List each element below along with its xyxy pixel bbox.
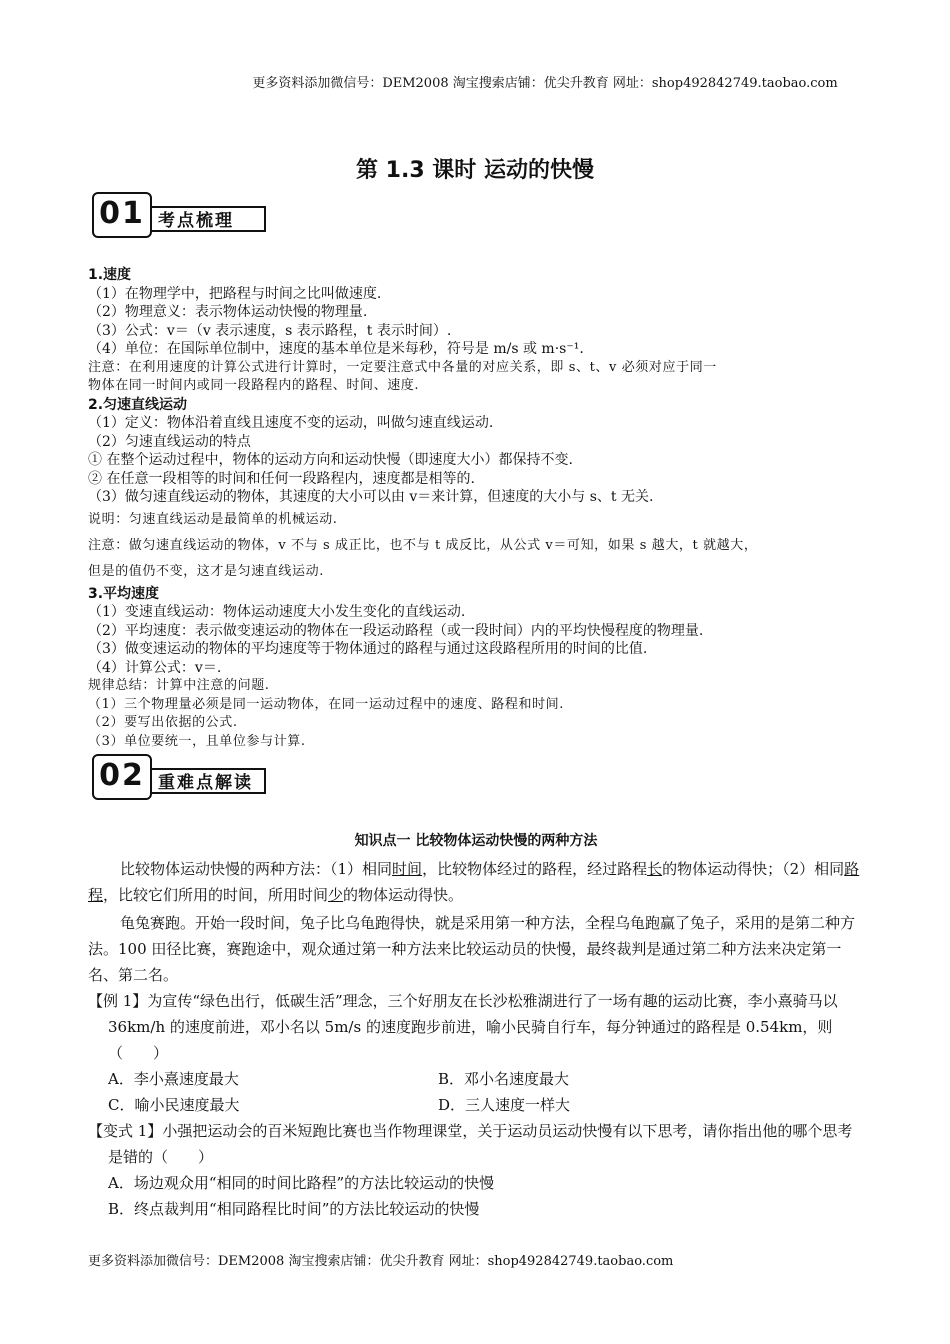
option-d: D．三人速度一样大 (438, 1096, 571, 1114)
section-number: 01 (92, 192, 152, 238)
line: （3）做匀速直线运动的物体，其速度的大小可以由 v＝来计算，但速度的大小与 s、t 无关. (88, 489, 654, 505)
line: ② 在任意一段相等的时间和任何一段路程内，速度都是相等的. (88, 470, 475, 487)
section-label: 考点梳理 (150, 206, 266, 232)
heading: 3.平均速度 (88, 585, 160, 602)
note-line: （1）三个物理量必须是同一运动物体，在同一运动过程中的速度、路程和时间. (88, 696, 565, 712)
line: （2）平均速度：表示做变速运动的物体在一段运动路程（或一段时间）内的平均快慢程度的物理量. (88, 622, 704, 639)
line: （3）公式：v＝（v 表示速度，s 表示路程，t 表示时间）. (88, 322, 452, 339)
option-a: A．李小熹速度最大 (108, 1070, 239, 1088)
answer-blank: 少 (328, 886, 344, 904)
text: 的物体运动得快。 (343, 886, 464, 904)
note-line: 规律总结：计算中注意的问题. (88, 678, 270, 693)
line: （4）单位：在国际单位制中，速度的基本单位是米每秒，符号是 m/s 或 m·s⁻¹. (88, 341, 584, 357)
analysis-block (88, 828, 864, 1222)
answer-blank: 路程 (88, 860, 860, 904)
key-points-block (88, 266, 888, 751)
knowledge-point-title: 知识点一 比较物体运动快慢的两种方法 (354, 833, 598, 849)
line: （2）物理意义：表示物体运动快慢的物理量. (88, 304, 368, 320)
section-badge-02 (92, 754, 270, 798)
section-label: 重难点解读 (150, 768, 266, 794)
answer-blank: 长 (647, 860, 663, 878)
option-b: B．邓小名速度最大 (438, 1070, 570, 1088)
page-footer: 更多资料添加微信号：DEM2008 淘宝搜索店铺：优尖升教育 网址：shop492842749.taobao.com (88, 1254, 674, 1269)
line: （2）匀速直线运动的特点 (88, 433, 251, 450)
page-title: 第 1.3 课时 运动的快慢 (356, 158, 594, 183)
text: 的物体运动得快；（2）相同 (662, 860, 845, 878)
section-number: 02 (92, 754, 152, 800)
line: （1）在物理学中，把路程与时间之比叫做速度. (88, 285, 382, 302)
section-badge-01 (92, 192, 270, 236)
note-line: 注意：做匀速直线运动的物体，v 不与 s 成正比，也不与 t 成反比，从公式 v＝可知，如果 s 越大，t 就越大， (88, 537, 758, 553)
note-line: 物体在同一时间内或同一段路程内的路程、时间、速度. (88, 378, 420, 393)
example-question (88, 988, 864, 1066)
note-line: 说明：匀速直线运动是最简单的机械运动. (88, 511, 338, 527)
page-header: 更多资料添加微信号：DEM2008 淘宝搜索店铺：优尖升教育 网址：shop492842749.taobao.com (252, 76, 838, 91)
option-c: C．喻小民速度最大 (108, 1096, 240, 1114)
text: ，比较它们所用的时间，所用时间 (103, 886, 329, 904)
note-line: （3）单位要统一，且单位参与计算. (88, 733, 306, 749)
note-line: （2）要写出依据的公式. (88, 715, 238, 730)
options-row (88, 1066, 864, 1092)
option-b: B．终点裁判用“相同路程比时间”的方法比较运动的快慢 (108, 1200, 480, 1218)
line: （1）定义：物体沿着直线且速度不变的运动，叫做匀速直线运动. (88, 415, 494, 431)
line: （1）变速直线运动：物体运动速度大小发生变化的直线运动. (88, 604, 466, 620)
variant-tag: 【变式 1】 (88, 1122, 163, 1140)
line: ① 在整个运动过程中，物体的运动方向和运动快慢（即速度大小）都保持不变. (88, 452, 573, 468)
line: （4）计算公式：v＝. (88, 659, 222, 676)
note-line: 但是的值仍不变，这才是匀速直线运动. (88, 563, 324, 579)
variant-question (88, 1118, 864, 1170)
heading: 2.匀速直线运动 (88, 396, 188, 413)
note-line: 注意：在利用速度的计算公式进行计算时，一定要注意式中各量的对应关系，即 s、t、v 必须对应于同一 (88, 359, 717, 375)
example-tag: 【例 1】 (88, 992, 148, 1010)
question-text: 小强把运动会的百米短跑比赛也当作物理课堂，关于运动员运动快慢有以下思考，请你指出他的哪个思考是错的（ ） (108, 1122, 853, 1166)
heading: 1.速度 (88, 267, 132, 283)
line: （3）做变速运动的物体的平均速度等于物体通过的路程与通过这段路程所用的时间的比值. (88, 641, 648, 657)
question-text: 为宣传“绿色出行，低碳生活”理念，三个好朋友在长沙松雅湖进行了一场有趣的运动比赛，李小熹骑马以 36km/h 的速度前进，邓小名以 5m/s 的速度跑步前进，喻小民骑自行车，每分钟通过的路程是 0.54km，则（ ） (108, 992, 838, 1062)
paragraph (88, 856, 864, 908)
option-a: A．场边观众用“相同的时间比路程”的方法比较运动的快慢 (108, 1174, 495, 1192)
answer-blank: 时间 (392, 860, 423, 878)
paragraph: 龟兔赛跑。开始一段时间，兔子比乌龟跑得快，就是采用第一种方法，全程乌龟跑赢了兔子，采用的是第二种方法。100 田径比赛，赛跑途中，观众通过第一种方法来比较运动员的快慢，最终裁判是通过第二种方法来决定第一名、第二名。 (88, 914, 856, 984)
text: ，比较物体经过的路程，经过路程 (422, 860, 648, 878)
text: 比较物体运动快慢的两种方法：（1）相同 (120, 860, 393, 878)
options-row (88, 1092, 864, 1118)
